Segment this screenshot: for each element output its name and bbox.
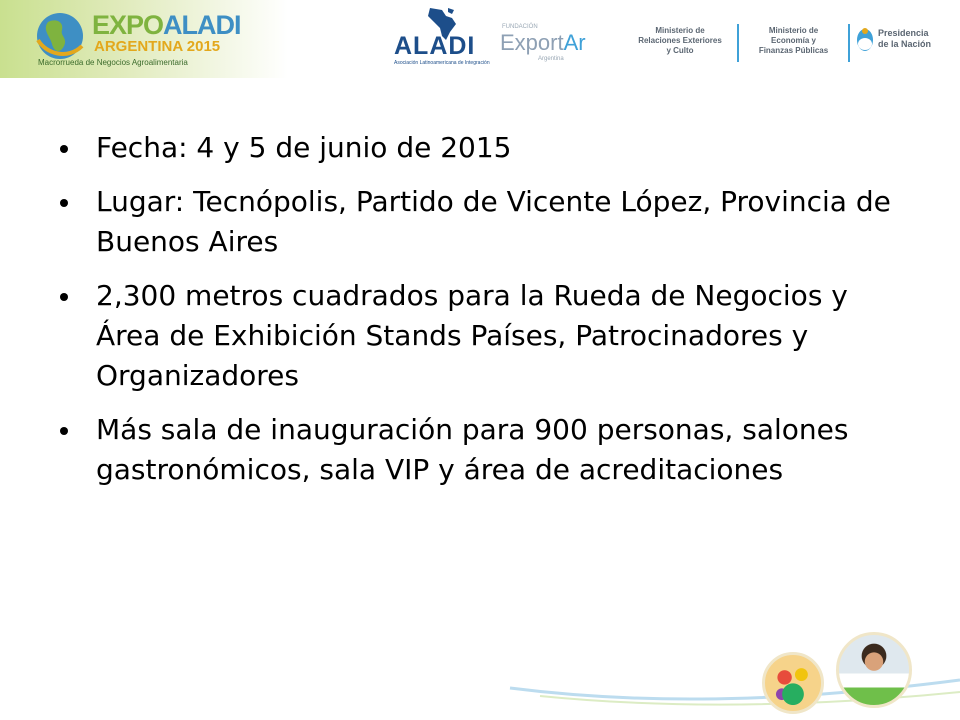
bullet-dot-icon	[60, 293, 68, 301]
ministerio-2-line1: Ministerio de	[768, 26, 819, 35]
expo-title	[92, 12, 241, 39]
header-banner	[0, 0, 960, 78]
ministerio-1-line3: y Culto	[666, 46, 694, 55]
presidencia-text	[878, 28, 931, 50]
vegetables-photo	[762, 652, 824, 714]
expo-title-part1: EXPO	[92, 10, 164, 40]
logo-divider	[737, 24, 739, 62]
bullet-item	[60, 276, 920, 396]
aladi-logo	[392, 6, 492, 70]
expo-title-part2: ALADI	[163, 10, 241, 40]
ministerio-relaciones-exteriores-logo	[630, 26, 730, 56]
bullet-list	[60, 128, 920, 504]
bullet-text: Lugar: Tecnópolis, Partido de Vicente López, Provincia de Buenos Aires	[96, 185, 891, 258]
bullet-item	[60, 128, 920, 168]
argentina-shield-icon	[856, 26, 874, 52]
globe-icon	[34, 10, 86, 62]
presidencia-line1: Presidencia	[878, 28, 929, 38]
bullet-text: 2,300 metros cuadrados para la Rueda de Negocios y Área de Exhibición Stands Países, Patrocinadores y Organizadores	[96, 279, 848, 392]
bullet-text: Fecha: 4 y 5 de junio de 2015	[96, 131, 512, 164]
bullet-text: Más sala de inauguración para 900 personas, salones gastronómicos, sala VIP y área de acreditaciones	[96, 413, 849, 486]
exportar-country: Argentina	[538, 56, 564, 62]
bullet-dot-icon	[60, 199, 68, 207]
ministerio-1-line1: Ministerio de	[655, 26, 705, 35]
presidencia-logo	[856, 26, 956, 66]
bullet-item	[60, 182, 920, 262]
bullet-dot-icon	[60, 145, 68, 153]
exportar-fundacion: FUNDACIÓN	[502, 24, 538, 30]
scientist-photo	[836, 632, 912, 708]
expo-tagline: Macrorrueda de Negocios Agroalimentaria	[38, 58, 188, 67]
bullet-dot-icon	[60, 427, 68, 435]
exportar-name-part2: Ar	[563, 30, 586, 55]
ministerio-2-line3: Finanzas Públicas	[758, 46, 829, 55]
bullet-item	[60, 410, 920, 490]
expo-subtitle: ARGENTINA 2015	[94, 38, 221, 55]
exportar-logo	[500, 24, 595, 70]
ministerio-2-line2: Economía y	[771, 36, 816, 45]
ministerio-1-line2: Relaciones Exteriores	[638, 36, 722, 45]
presidencia-line2: de la Nación	[878, 39, 932, 49]
exportar-name-part1: Export	[500, 30, 564, 55]
aladi-tagline: Asociación Latinoamericana de Integración	[394, 60, 490, 66]
logo-divider	[848, 24, 850, 62]
ministerio-economia-logo	[746, 26, 841, 56]
expoaladi-logo	[34, 8, 241, 70]
aladi-name: ALADI	[394, 32, 476, 60]
exportar-name	[500, 32, 586, 54]
